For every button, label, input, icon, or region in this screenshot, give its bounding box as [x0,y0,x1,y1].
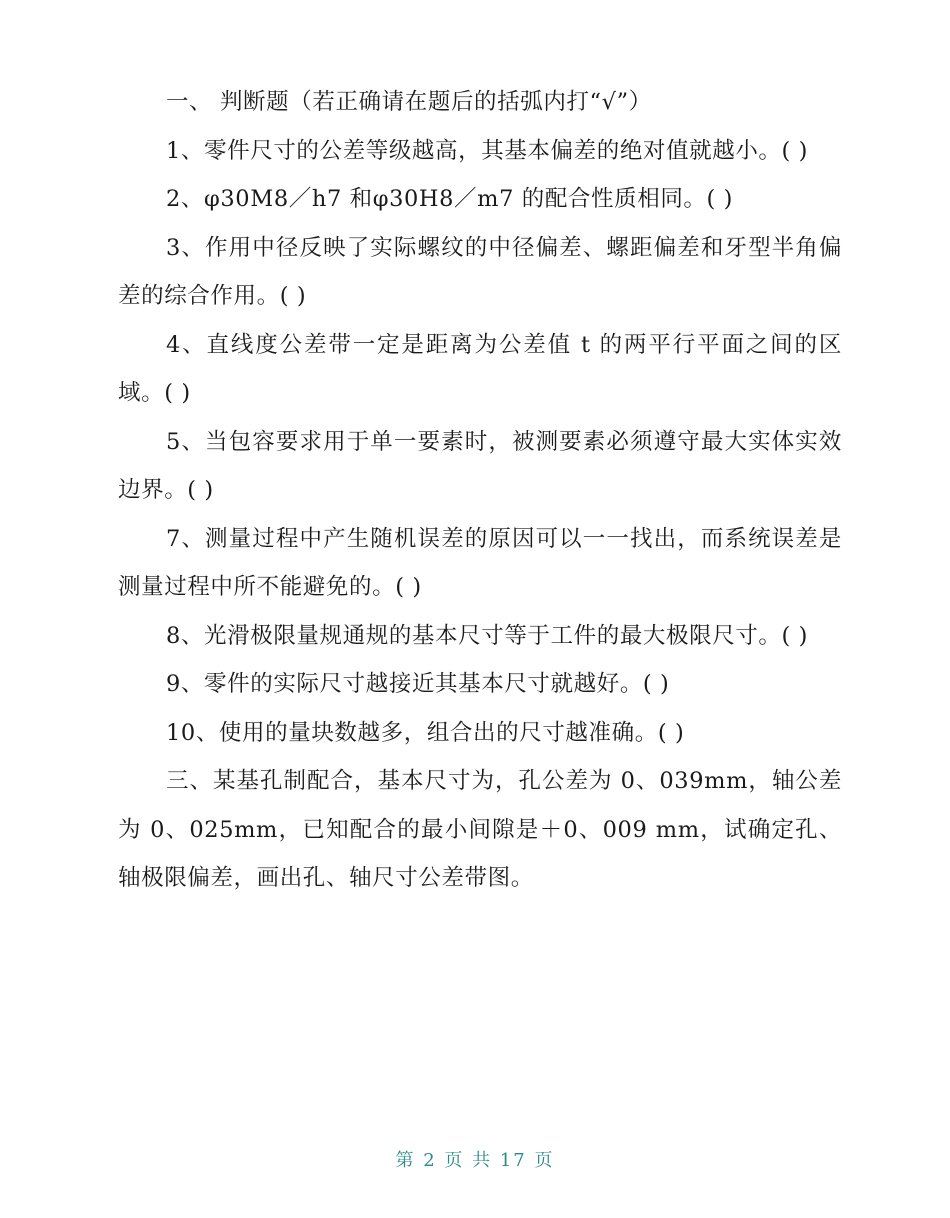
question-9: 9、零件的实际尺寸越接近其基本尺寸就越好。( ) [166,671,670,697]
question-8: 8、光滑极限量规通规的基本尺寸等于工件的最大极限尺寸。( ) [166,622,809,649]
document-body [118,78,842,903]
question-1: 1、零件尺寸的公差等级越高，其基本偏差的绝对值就越小。( ) [166,137,809,164]
question-3: 3、作用中径反映了实际螺纹的中径偏差、螺距偏差和牙型半角偏差的综合作用。( ) [118,234,842,309]
question-5: 5、当包容要求用于单一要素时，被测要素必须遵守最大实体实效边界。( ) [118,428,842,503]
page-footer: 第 2 页 共 17 页 [395,1150,555,1171]
question-7: 7、测量过程中产生随机误差的原因可以一一找出，而系统误差是测量过程中所不能避免的。( ) [118,525,842,600]
question-2: 2、φ30M8／h7 和φ30H8／m7 的配合性质相同。( ) [166,186,734,212]
section-heading-judgment: 一、 判断题（若正确请在题后的括弧内打“√”） [166,89,652,115]
section-three-problem: 三、某基孔制配合，基本尺寸为，孔公差为 0、039mm，轴公差为 0、025mm，已知配合的最小间隙是＋0、009 mm，试确定孔、轴极限偏差，画出孔、轴尺寸公差带图。 [118,768,842,891]
question-4: 4、直线度公差带一定是距离为公差值 t 的两平行平面之间的区域。( ) [118,331,842,406]
question-10: 10、使用的量块数越多，组合出的尺寸越准确。( ) [166,719,685,746]
